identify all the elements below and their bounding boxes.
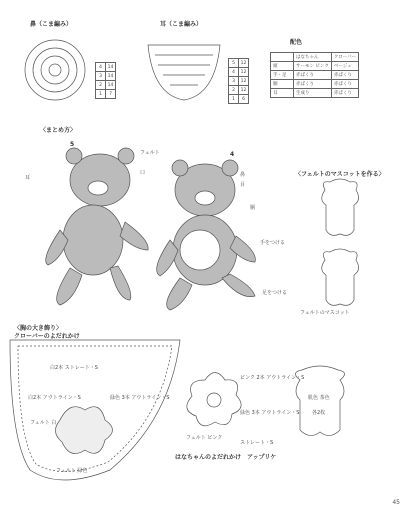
applique-title: 〈胸の大き飾り〉 <box>14 325 63 332</box>
page-number: 45 <box>392 499 400 506</box>
ear-rows-table <box>228 58 249 104</box>
flower-label-b: 緑色 3本 アウトライン・S <box>240 410 300 416</box>
table-row <box>229 59 249 68</box>
table-cell: 3 <box>96 72 106 81</box>
ear-title: 耳（こま編み） <box>160 21 203 28</box>
ear-chart-shape <box>148 45 220 100</box>
table-cell: 耳 <box>271 89 294 98</box>
table-cell: 12 <box>239 77 249 86</box>
table-row <box>229 95 249 104</box>
table-cell: 赤ぱくり <box>294 71 332 80</box>
flower-label-c: ストレート・S <box>240 440 274 446</box>
bib-label-c: 緑色 3本 アウトライン・S <box>110 395 170 401</box>
table-cell: 7 <box>106 90 116 99</box>
mascot-applique-label-b: 各2枚 <box>312 410 326 416</box>
nose-chart-circle <box>25 40 85 100</box>
table-row <box>271 62 359 71</box>
bear-number-5: 5 <box>70 141 75 148</box>
flower-label-a: ピンク 2本 アウトライン・S <box>240 375 305 381</box>
table-row <box>271 71 359 80</box>
table-cell: 14 <box>106 81 116 90</box>
table-cell: 12 <box>239 68 249 77</box>
table-row <box>229 86 249 95</box>
table-cell: 胴 <box>271 80 294 89</box>
table-cell: 赤ぱくり <box>294 80 332 89</box>
table-row <box>229 77 249 86</box>
mascot-applique-label-a: 肌色 茶色 <box>308 395 330 401</box>
table-cell: 2 <box>229 86 239 95</box>
mascot-title: 〈フェルトのマスコットを作る〉 <box>295 171 385 178</box>
mascot-outline-2 <box>322 249 359 305</box>
nose-label: 鼻 <box>240 172 246 178</box>
table-row <box>96 81 116 90</box>
table-row <box>96 72 116 81</box>
mascot-outline-1 <box>322 179 359 235</box>
table-row <box>271 89 359 98</box>
table-cell: 14 <box>106 63 116 72</box>
table-cell: 12 <box>239 59 249 68</box>
table-cell: 赤ぱくり <box>331 71 358 80</box>
felt-mascot-label: フェルトのマスコット <box>300 310 350 316</box>
table-row <box>96 63 116 72</box>
bib-label-d: フェルト 白 <box>30 420 57 426</box>
color-legend-table <box>270 52 359 98</box>
table-row <box>271 80 359 89</box>
hana-title: はなちゃんのよだれかけ アップリケ <box>175 454 277 461</box>
table-cell: 生成り <box>294 89 332 98</box>
flower-label-d: フェルト ピンク <box>186 435 223 441</box>
table-cell: 12 <box>239 86 249 95</box>
felt-label: フェルト <box>140 150 160 156</box>
nose-rows-table <box>95 62 116 99</box>
nose-title: 鼻（こま編み） <box>30 21 73 28</box>
table-cell: 赤ぱくり <box>331 89 358 98</box>
legend-title: 配色 <box>290 39 303 46</box>
table-cell: 手・足 <box>271 71 294 80</box>
assembly-title: 〈まとめ方〉 <box>40 127 77 134</box>
table-row <box>271 53 359 62</box>
bear5-body <box>63 205 123 275</box>
table-cell: 赤ぱくり <box>331 80 358 89</box>
ears-attach-label: 耳 <box>25 175 31 181</box>
table-cell: 1 <box>229 95 239 104</box>
clover-title: クローバーのよだれかけ <box>14 333 80 340</box>
leg-label: 足をつける <box>262 290 288 296</box>
table-cell: 1 <box>96 90 106 99</box>
flower-shape <box>187 373 241 426</box>
table-cell: 4 <box>96 63 106 72</box>
table-cell: 4 <box>229 68 239 77</box>
table-cell: 3 <box>229 77 239 86</box>
table-cell: 14 <box>106 72 116 81</box>
arm-label: 手をつける <box>260 240 286 246</box>
table-cell: サーモン ピンク <box>294 62 332 71</box>
table-cell <box>271 53 294 62</box>
bib-label-a: 白2本 ストレート・S <box>50 365 98 371</box>
table-cell: クローバー <box>331 53 358 62</box>
bear-number-4: 4 <box>230 151 235 158</box>
table-cell: 5 <box>229 59 239 68</box>
table-cell: 6 <box>239 95 249 104</box>
bib-label-e: フェルト 緑色 <box>56 468 88 474</box>
table-cell: 頭 <box>271 62 294 71</box>
table-cell: 2 <box>96 81 106 90</box>
body-attach-label: 胴 <box>250 205 256 211</box>
bib-label-b: 白2本 アウトライン・S <box>28 395 81 401</box>
clover-shape <box>55 407 112 454</box>
eyes-label: 目 <box>240 182 246 188</box>
table-cell: はなちゃん <box>294 53 332 62</box>
table-row <box>96 90 116 99</box>
table-cell: ベージュ <box>331 62 358 71</box>
mouth-label: 口 <box>140 170 146 176</box>
table-row <box>229 68 249 77</box>
